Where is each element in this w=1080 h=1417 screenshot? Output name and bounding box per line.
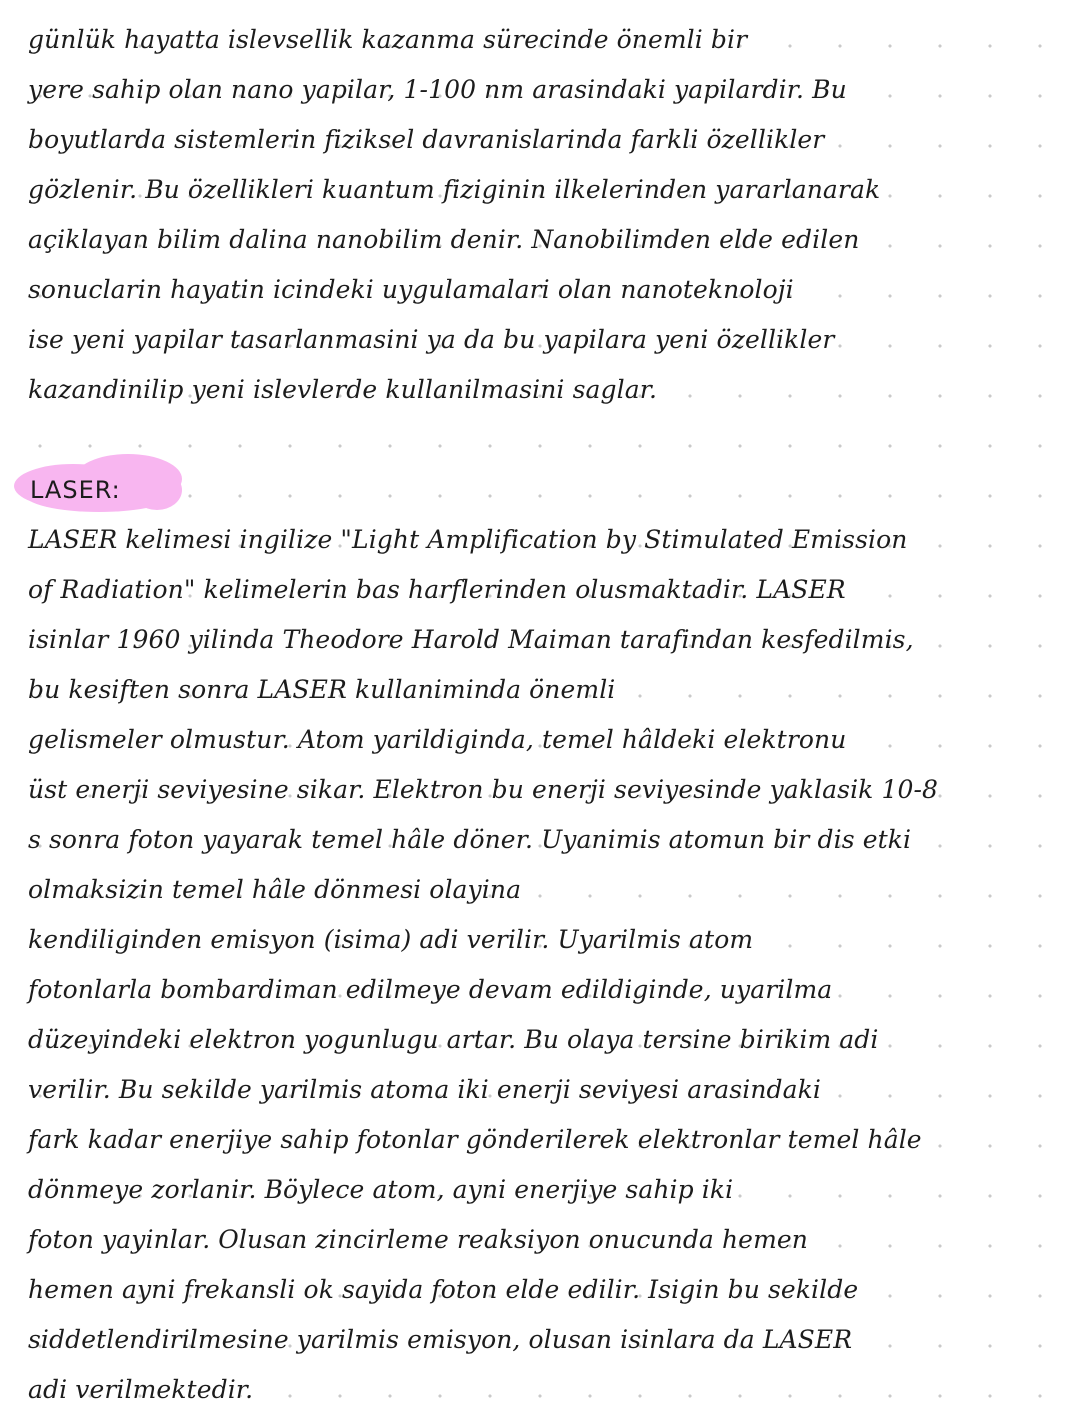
intro-line-7: ise yeni yapilar tasarlanmasini ya da bu yapilara yeni özellikler [28, 325, 835, 354]
intro-line-4: gözlenir. Bu özellikleri kuantum fiziginin ilkelerinden yararlanarak [28, 175, 881, 204]
laser-line-12: verilir. Bu sekilde yarilmis atoma iki enerji seviyesi arasindaki [28, 1075, 821, 1104]
laser-line-3: isinlar 1960 yilinda Theodore Harold Maiman tarafindan kesfedilmis, [28, 625, 914, 654]
laser-line-11: düzeyindeki elektron yogunlugu artar. Bu olaya tersine birikim adi [28, 1025, 879, 1054]
laser-line-10: fotonlarla bombardiman edilmeye devam edildiginde, uyarilma [28, 975, 833, 1004]
intro-line-5: açiklayan bilim dalina nanobilim denir. Nanobilimden elde edilen [28, 225, 860, 254]
laser-line-9: kendiliginden emisyon (isima) adi verilir. Uyarilmis atom [28, 925, 754, 954]
laser-line-2: of Radiation" kelimelerin bas harflerinden olusmaktadir. LASER [28, 575, 846, 604]
laser-line-14: dönmeye zorlanir. Böylece atom, ayni enerjiye sahip iki [28, 1175, 734, 1204]
laser-line-6: üst enerji seviyesine sikar. Elektron bu enerji seviyesinde yaklasik 10-8 [28, 775, 939, 804]
intro-line-3: boyutlarda sistemlerin fiziksel davranislarinda farkli özellikler [28, 125, 825, 154]
laser-line-13: fark kadar enerjiye sahip fotonlar gönderilerek elektronlar temel hâle [28, 1125, 922, 1154]
intro-line-1: günlük hayatta islevsellik kazanma sürecinde önemli bir [28, 25, 748, 54]
intro-line-6: sonuclarin hayatin icindeki uygulamalari olan nanoteknoloji [28, 275, 794, 304]
laser-line-5: gelismeler olmustur. Atom yarildiginda, temel hâldeki elektronu [28, 725, 847, 754]
laser-line-17: siddetlendirilmesine yarilmis emisyon, olusan isinlara da LASER [28, 1325, 853, 1354]
laser-line-18: adi verilmektedir. [28, 1375, 254, 1404]
laser-line-16: hemen ayni frekansli ok sayida foton elde edilir. Isigin bu sekilde [28, 1275, 859, 1304]
laser-heading-highlight [14, 454, 182, 514]
intro-line-8: kazandinilip yeni islevlerde kullanilmasini saglar. [28, 375, 658, 404]
laser-line-1: LASER kelimesi ingilize "Light Amplification by Stimulated Emission [28, 525, 908, 554]
laser-line-7: s sonra foton yayarak temel hâle döner. Uyanimis atomun bir dis etki [28, 825, 912, 854]
laser-line-4: bu kesiften sonra LASER kullaniminda önemli [28, 675, 616, 704]
laser-line-15: foton yayinlar. Olusan zincirleme reaksiyon onucunda hemen [28, 1225, 808, 1254]
intro-line-2: yere sahip olan nano yapilar, 1-100 nm arasindaki yapilardir. Bu [28, 75, 847, 104]
laser-heading: LASER: [30, 476, 121, 504]
laser-line-8: olmaksizin temel hâle dönmesi olayina [28, 875, 522, 904]
